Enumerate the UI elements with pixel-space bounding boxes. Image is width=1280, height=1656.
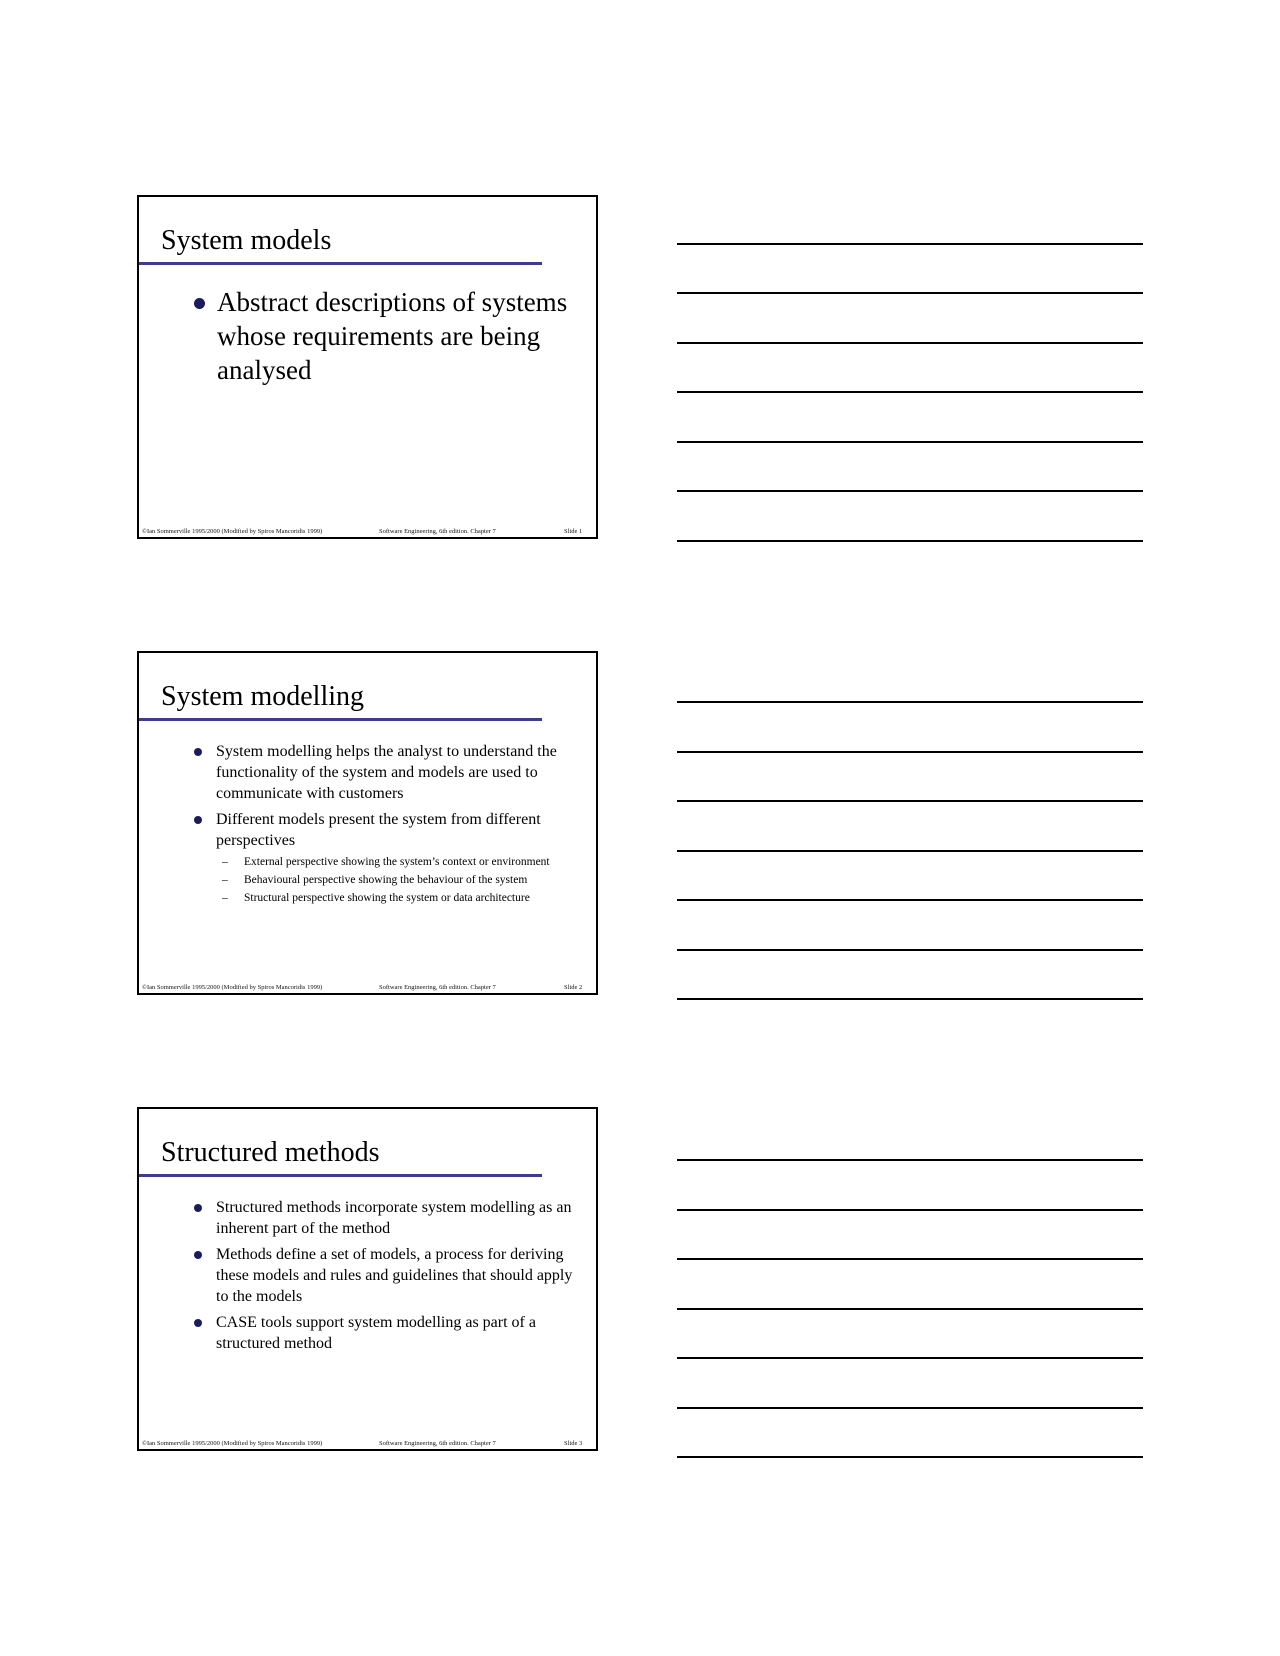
note-line: [677, 949, 1143, 951]
bullet-dot-icon: [194, 816, 202, 824]
footer-book: Software Engineering, 6th edition. Chapter 7: [379, 1440, 496, 1447]
note-line: [677, 342, 1143, 344]
bullet-item: [194, 1244, 579, 1307]
footer-slide-number: Slide 1: [564, 528, 583, 535]
dash-icon: –: [222, 856, 228, 868]
footer-copyright: ©Ian Sommerville 1995/2000 (Modified by Spiros Mancoridis 1999): [142, 528, 323, 535]
footer-copyright: ©Ian Sommerville 1995/2000 (Modified by Spiros Mancoridis 1999): [142, 1440, 323, 1447]
note-line: [677, 490, 1143, 492]
bullet-dot-icon: [194, 298, 205, 309]
footer-slide-number: Slide 3: [564, 1440, 583, 1447]
note-line: [677, 1308, 1143, 1310]
note-line: [677, 243, 1143, 245]
bullet-dot-icon: [194, 1319, 202, 1327]
bullet-text: Structured methods incorporate system modelling as an inherent part of the method: [216, 1199, 572, 1237]
sub-bullet-item: [216, 891, 579, 905]
dash-icon: –: [222, 874, 228, 886]
note-line: [677, 1407, 1143, 1409]
sub-bullet-item: [216, 873, 579, 887]
bullet-item: [194, 809, 579, 905]
note-line: [677, 1456, 1143, 1458]
title-underline: [139, 1174, 542, 1177]
footer-book: Software Engineering, 6th edition. Chapter 7: [379, 984, 496, 991]
note-line: [677, 292, 1143, 294]
sub-bullet-item: [216, 855, 579, 869]
footer-book: Software Engineering, 6th edition. Chapter 7: [379, 528, 496, 535]
slide-2: [137, 651, 598, 995]
slide-1: [137, 195, 598, 539]
note-line: [677, 701, 1143, 703]
bullet-text: System modelling helps the analyst to understand the functionality of the system and models are used to communicate with customers: [216, 743, 557, 802]
note-line: [677, 391, 1143, 393]
bullet-dot-icon: [194, 1204, 202, 1212]
bullet-dot-icon: [194, 748, 202, 756]
footer-copyright: ©Ian Sommerville 1995/2000 (Modified by Spiros Mancoridis 1999): [142, 984, 323, 991]
note-line: [677, 899, 1143, 901]
note-line: [677, 441, 1143, 443]
bullet-list: [194, 285, 579, 392]
title-underline: [139, 262, 542, 265]
bullet-text: Methods define a set of models, a process for deriving these models and rules and guidelines that should apply to the models: [216, 1246, 573, 1305]
slide-title: System modelling: [161, 681, 364, 712]
sub-bullet-text: Behavioural perspective showing the behaviour of the system: [244, 874, 528, 886]
note-line: [677, 998, 1143, 1000]
title-underline: [139, 718, 542, 721]
note-line: [677, 1357, 1143, 1359]
note-line: [677, 850, 1143, 852]
slide-title: Structured methods: [161, 1137, 380, 1168]
sub-bullet-text: Structural perspective showing the system or data architecture: [244, 892, 530, 904]
sub-bullet-list: [216, 855, 579, 905]
dash-icon: –: [222, 892, 228, 904]
bullet-text: Abstract descriptions of systems whose requirements are being analysed: [217, 287, 568, 385]
note-line: [677, 1209, 1143, 1211]
note-line: [677, 751, 1143, 753]
bullet-item: [194, 741, 579, 804]
bullet-item: [194, 1197, 579, 1239]
sub-bullet-text: External perspective showing the system’s context or environment: [244, 856, 550, 868]
bullet-list: [194, 741, 579, 910]
note-line: [677, 540, 1143, 542]
slide-3: [137, 1107, 598, 1451]
footer-slide-number: Slide 2: [564, 984, 583, 991]
bullet-list: [194, 1197, 579, 1359]
bullet-text: Different models present the system from different perspectives: [216, 811, 541, 849]
bullet-item: [194, 1312, 579, 1354]
bullet-item: [194, 285, 579, 387]
bullet-text: CASE tools support system modelling as part of a structured method: [216, 1314, 536, 1352]
slide-title: System models: [161, 225, 332, 256]
note-line: [677, 1258, 1143, 1260]
note-line: [677, 1159, 1143, 1161]
note-line: [677, 800, 1143, 802]
bullet-dot-icon: [194, 1251, 202, 1259]
